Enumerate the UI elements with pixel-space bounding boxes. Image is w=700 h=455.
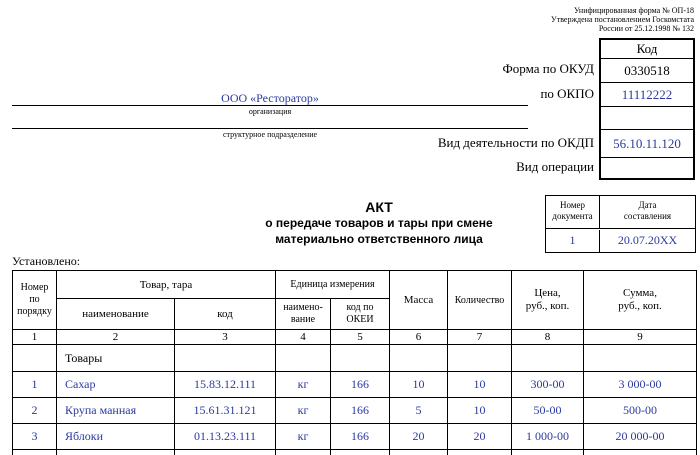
- operation-value: [601, 158, 693, 180]
- header-price: Цена, руб., коп.: [512, 271, 584, 330]
- doc-number-value: 1: [546, 230, 600, 252]
- organization-caption: организация: [248, 107, 292, 116]
- mass: 20: [390, 424, 448, 450]
- organization-line: [12, 105, 528, 106]
- goods-table: [12, 270, 697, 455]
- col-number-7: 7: [448, 330, 512, 345]
- okdp-value: 56.10.11.120: [601, 130, 693, 158]
- sum: 20 000-00: [584, 424, 697, 450]
- col-number-1: 1: [13, 330, 57, 345]
- col-number-5: 5: [331, 330, 390, 345]
- col-number-9: 9: [584, 330, 697, 345]
- col-number-3: 3: [175, 330, 276, 345]
- okud-label: Форма по ОКУД: [502, 61, 594, 76]
- form-header-line-1: Унифицированная форма № ОП-18: [573, 6, 694, 15]
- goods-name: Яблоки: [57, 424, 175, 450]
- col-number-8: 8: [512, 330, 584, 345]
- section-row-num: [13, 345, 57, 372]
- row-num: 3: [13, 424, 57, 450]
- goods-code: 01.13.23.111: [175, 424, 276, 450]
- unit-name: кг: [276, 398, 331, 424]
- quantity: 10: [448, 372, 512, 398]
- codes-header: Код: [601, 40, 693, 59]
- header-goods-code: код: [175, 299, 276, 330]
- header-unit: Единица измерения: [276, 271, 390, 299]
- header-mass: Масса: [390, 271, 448, 330]
- okpo-label: по ОКПО: [540, 86, 594, 101]
- col-number-2: 2: [57, 330, 175, 345]
- row-num: 2: [13, 398, 57, 424]
- title-line-1: АКТ: [365, 199, 393, 215]
- col-number-6: 6: [390, 330, 448, 345]
- goods-name: Крупа манная: [57, 398, 175, 424]
- unit-okei: 166: [331, 424, 390, 450]
- header-sum: Сумма, руб., коп.: [584, 271, 697, 330]
- col-number-4: 4: [276, 330, 331, 345]
- header-quantity: Количество: [448, 271, 512, 330]
- mass: 10: [390, 372, 448, 398]
- price: 50-00: [512, 398, 584, 424]
- section-label: Товары: [57, 345, 175, 372]
- header-unit-name: наимено-вание: [276, 299, 331, 330]
- price: 1 000-00: [512, 424, 584, 450]
- sum: 3 000-00: [584, 372, 697, 398]
- form-header-line-2: Утверждена постановлением Госкомстата: [551, 15, 694, 24]
- established-label: Установлено:: [12, 254, 81, 268]
- mass: 5: [390, 398, 448, 424]
- title-line-3: материально ответственного лица: [275, 232, 483, 246]
- title-line-2: о передаче товаров и тары при смене: [265, 216, 493, 230]
- okpo-value: 11112222: [601, 83, 693, 107]
- header-goods-name: наименование: [57, 299, 175, 330]
- table-row: [13, 372, 697, 398]
- okdp-label: Вид деятельности по ОКДП: [437, 135, 594, 150]
- unit-okei: 166: [331, 372, 390, 398]
- okpo-extra-cell: [601, 107, 693, 130]
- subdivision-line: [12, 128, 528, 129]
- subdivision-caption: структурное подразделение: [222, 130, 318, 139]
- table-row: [13, 398, 697, 424]
- codes-box: [599, 38, 695, 180]
- goods-code: 15.61.31.121: [175, 398, 276, 424]
- goods-name: Сахар: [57, 372, 175, 398]
- unit-name: кг: [276, 372, 331, 398]
- doc-number-header: Номер документа: [546, 196, 600, 229]
- price: 300-00: [512, 372, 584, 398]
- quantity: 20: [448, 424, 512, 450]
- table-row: [13, 424, 697, 450]
- operation-label: Вид операции: [516, 159, 594, 174]
- header-unit-okei: код по ОКЕИ: [331, 299, 390, 330]
- goods-code: 15.83.12.111: [175, 372, 276, 398]
- unit-name: кг: [276, 424, 331, 450]
- unit-okei: 166: [331, 398, 390, 424]
- header-row-num: Номер по порядку: [13, 271, 57, 330]
- doc-date-header: Дата составления: [600, 196, 695, 229]
- header-goods: Товар, тара: [57, 271, 276, 299]
- quantity: 10: [448, 398, 512, 424]
- okud-value: 0330518: [601, 59, 693, 83]
- doc-date-value: 20.07.20XX: [617, 233, 678, 247]
- sum: 500-00: [584, 398, 697, 424]
- doc-info-box: [545, 195, 696, 253]
- form-header-line-3: России от 25.12.1998 № 132: [598, 24, 694, 33]
- organization-name: ООО «Ресторатор»: [221, 91, 319, 105]
- row-num: 1: [13, 372, 57, 398]
